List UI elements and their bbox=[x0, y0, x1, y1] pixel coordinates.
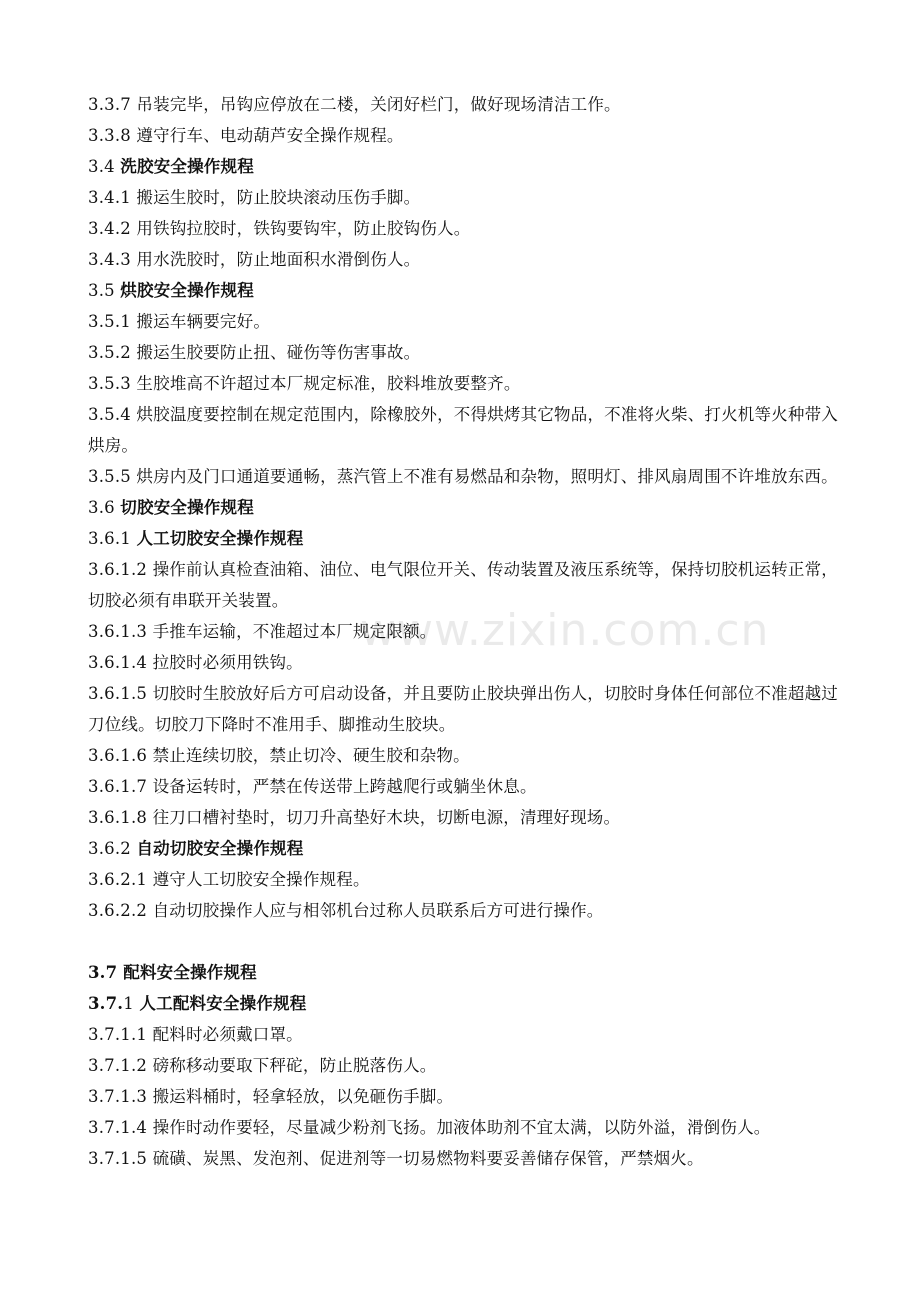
clause-3-7-1-1: 3.7.1.1 配料时必须戴口罩。 bbox=[88, 1025, 303, 1044]
clause-3-6-1-5: 3.6.1.5 切胶时生胶放好后方可启动设备，并且要防止胶块弹出伤人，切胶时身体任何部位不准超越过刀位线。切胶刀下降时不准用手、脚推动生胶块。 bbox=[88, 684, 838, 734]
section-title: 切胶安全操作规程 bbox=[120, 498, 254, 517]
clause-3-5-3: 3.5.3 生胶堆高不许超过本厂规定标准，胶料堆放要整齐。 bbox=[88, 374, 521, 393]
clause-3-6-1-6: 3.6.1.6 禁止连续切胶，禁止切冷、硬生胶和杂物。 bbox=[88, 746, 470, 765]
clause-3-6-1-7: 3.6.1.7 设备运转时，严禁在传送带上跨越爬行或躺坐休息。 bbox=[88, 777, 537, 796]
section-heading-3-4 bbox=[88, 151, 838, 182]
section-number: 3.4 bbox=[88, 157, 121, 176]
clause-3-7-1-5: 3.7.1.5 硫磺、炭黑、发泡剂、促进剂等一切易燃物料要妥善储存保管，严禁烟火。 bbox=[88, 1149, 704, 1168]
section-heading-3-7-1 bbox=[88, 988, 838, 1019]
section-number-bold: 3.7. bbox=[88, 994, 124, 1013]
section-title: 洗胶安全操作规程 bbox=[120, 157, 254, 176]
section-number: 1 bbox=[123, 994, 140, 1013]
section-title: 自动切胶安全操作规程 bbox=[136, 839, 304, 858]
clause-3-6-1-2: 3.6.1.2 操作前认真检查油箱、油位、电气限位开关、传动装置及液压系统等，保持切胶机运转正常，切胶必须有串联开关装置。 bbox=[88, 560, 838, 610]
clause-3-5-1: 3.5.1 搬运车辆要完好。 bbox=[88, 312, 271, 331]
clause-3-6-1-8: 3.6.1.8 往刀口槽衬垫时，切刀升高垫好木块，切断电源，清理好现场。 bbox=[88, 808, 621, 827]
clause-3-5-5: 3.5.5 烘房内及门口通道要通畅，蒸汽管上不准有易燃品和杂物，照明灯、排风扇周围不许堆放东西。 bbox=[88, 467, 838, 486]
clause-3-3-8: 3.3.8 遵守行车、电动葫芦安全操作规程。 bbox=[88, 126, 404, 145]
clause-3-5-2: 3.5.2 搬运生胶要防止扭、碰伤等伤害事故。 bbox=[88, 343, 421, 362]
section-title: 人工切胶安全操作规程 bbox=[136, 529, 304, 548]
section-number: 3.6 bbox=[88, 498, 121, 517]
clause-3-3-7: 3.3.7 吊装完毕，吊钩应停放在二楼，关闭好栏门，做好现场清洁工作。 bbox=[88, 95, 621, 114]
section-heading-3-5 bbox=[88, 275, 838, 306]
section-heading-3-6-1 bbox=[88, 523, 838, 554]
section-number: 3.5 bbox=[88, 281, 121, 300]
clause-3-7-1-4: 3.7.1.4 操作时动作要轻，尽量减少粉剂飞扬。加液体助剂不宜太满，以防外溢，滑倒伤人。 bbox=[88, 1118, 771, 1137]
watermark-text: www.zixin.com.cn bbox=[360, 605, 770, 656]
clause-3-7-1-3: 3.7.1.3 搬运料桶时，轻拿轻放，以免砸伤手脚。 bbox=[88, 1087, 454, 1106]
section-heading-3-6 bbox=[88, 492, 838, 523]
section-title: 烘胶安全操作规程 bbox=[120, 281, 254, 300]
clause-3-4-3: 3.4.3 用水洗胶时，防止地面积水滑倒伤人。 bbox=[88, 250, 421, 269]
clause-3-6-1-3: 3.6.1.3 手推车运输，不准超过本厂规定限额。 bbox=[88, 622, 437, 641]
section-title: 人工配料安全操作规程 bbox=[139, 994, 307, 1013]
section-number: 3.6.1 bbox=[88, 529, 137, 548]
section-heading-3-7 bbox=[88, 957, 838, 988]
section-number: 3.7 bbox=[88, 963, 124, 982]
clause-3-5-4: 3.5.4 烘胶温度要控制在规定范围内，除橡胶外，不得烘烤其它物品，不准将火柴、打火机等火种带入烘房。 bbox=[88, 405, 838, 455]
section-title: 配料安全操作规程 bbox=[123, 963, 257, 982]
blank-line bbox=[88, 926, 838, 957]
clause-3-4-2: 3.4.2 用铁钩拉胶时，铁钩要钩牢，防止胶钩伤人。 bbox=[88, 219, 471, 238]
clause-3-6-1-4: 3.6.1.4 拉胶时必须用铁钩。 bbox=[88, 653, 303, 672]
document-page bbox=[88, 89, 838, 1174]
clause-3-4-1: 3.4.1 搬运生胶时，防止胶块滚动压伤手脚。 bbox=[88, 188, 421, 207]
clause-3-6-2-2: 3.6.2.2 自动切胶操作人应与相邻机台过称人员联系后方可进行操作。 bbox=[88, 901, 604, 920]
section-heading-3-6-2 bbox=[88, 833, 838, 864]
section-number: 3.6.2 bbox=[88, 839, 137, 858]
clause-3-7-1-2: 3.7.1.2 磅称移动要取下秤砣，防止脱落伤人。 bbox=[88, 1056, 437, 1075]
clause-3-6-2-1: 3.6.2.1 遵守人工切胶安全操作规程。 bbox=[88, 870, 370, 889]
